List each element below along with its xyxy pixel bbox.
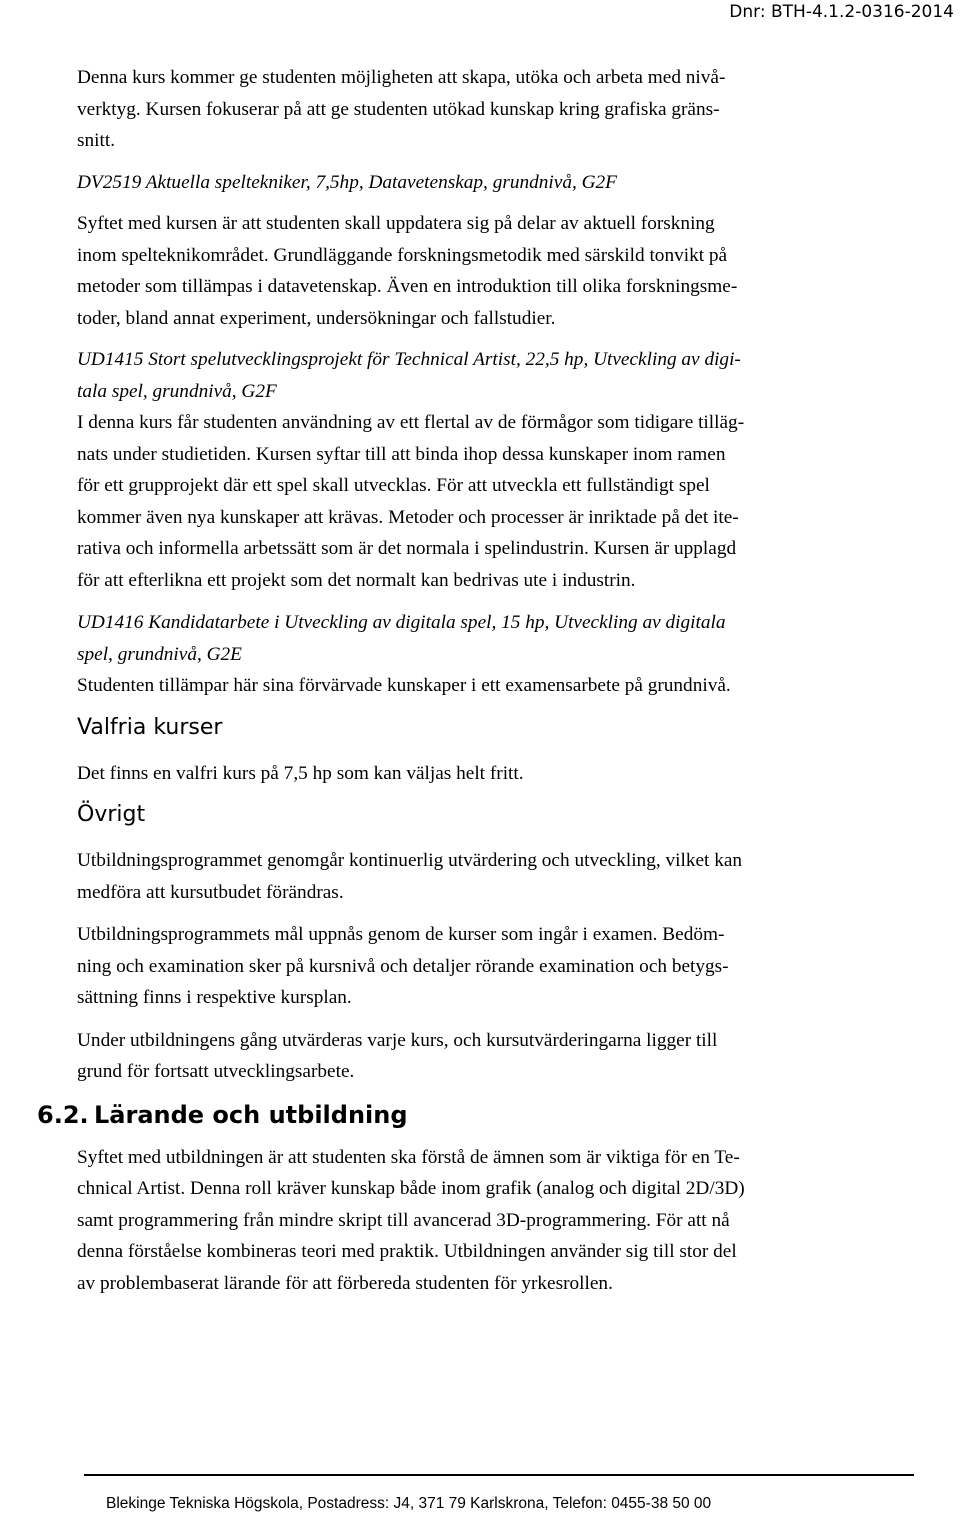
valfria-text: Det finns en valfri kurs på 7,5 hp som kan väljas helt fritt. xyxy=(77,762,524,784)
text-line: Syftet med kursen är att studenten skall uppdatera sig på delar av aktuell forskning xyxy=(77,213,715,234)
course-title-line: tala spel, grundnivå, G2F xyxy=(77,380,277,402)
text-line: för ett grupprojekt där ett spel skall utvecklas. För att utveckla ett fullständigt spel xyxy=(77,475,710,496)
ovrigt-paragraph-2 xyxy=(77,919,907,1014)
course-dv2519-description xyxy=(77,208,907,334)
page-content xyxy=(37,62,907,1299)
heading-ovrigt: Övrigt xyxy=(77,802,146,827)
text-line: nats under studietiden. Kursen syftar till att binda ihop dessa kunskaper inom ramen xyxy=(77,443,726,465)
course-title-line: UD1416 Kandidatarbete i Utveckling av digitala spel, 15 hp, Utveckling av digitala xyxy=(77,612,726,633)
text-line: grund för fortsatt utvecklingsarbete. xyxy=(77,1061,355,1082)
text-line: rativa och informella arbetssätt som är det normala i spelindustrin. Kursen är upplagd xyxy=(77,538,737,559)
text-line: medföra att kursutbudet förändras. xyxy=(77,881,344,903)
text-line: snitt. xyxy=(77,130,116,151)
course-ud1415 xyxy=(77,344,907,596)
text-line: sättning finns i respektive kursplan. xyxy=(77,987,352,1008)
ovrigt-paragraph-3 xyxy=(77,1025,907,1088)
course-title: DV2519 Aktuella speltekniker, 7,5hp, Datavetenskap, grundnivå, G2F xyxy=(77,171,617,193)
text-line: för att efterlikna ett projekt som det normalt kan bedrivas ute i industrin. xyxy=(77,569,636,591)
text-line: metoder som tillämpas i datavetenskap. Även en introduktion till olika forskningsme- xyxy=(77,276,738,297)
course-title-line: UD1415 Stort spelutvecklingsprojekt för Technical Artist, 22,5 hp, Utveckling av digi- xyxy=(77,349,741,370)
section-6-2-paragraph xyxy=(77,1142,907,1300)
text-line: verktyg. Kursen fokuserar på att ge studenten utökad kunskap kring grafiska gräns- xyxy=(77,98,720,120)
text-line: samt programmering från mindre skript till avancerad 3D-programmering. För att nå xyxy=(77,1209,730,1231)
section-title: Lärande och utbildning xyxy=(94,1100,408,1129)
intro-paragraph xyxy=(77,62,907,157)
text-line: kommer även nya kunskaper att krävas. Metoder och processer är inriktade på det ite- xyxy=(77,506,739,528)
text-line: Under utbildningens gång utvärderas varje kurs, och kursutvärderingarna ligger till xyxy=(77,1029,718,1051)
text-line: Denna kurs kommer ge studenten möjligheten att skapa, utöka och arbeta med nivå- xyxy=(77,67,726,88)
text-line: Syftet med utbildningen är att studenten ska förstå de ämnen som är viktiga för en Te- xyxy=(77,1146,740,1168)
heading-valfria-kurser: Valfria kurser xyxy=(77,714,223,740)
text-line: I denna kurs får studenten användning av ett flertal av de förmågor som tidigare tilläg- xyxy=(77,412,745,433)
text-line: ning och examination sker på kursnivå och detaljer rörande examination och betygs- xyxy=(77,955,729,977)
text-line: Studenten tillämpar här sina förvärvade kunskaper i ett examensarbete på grundnivå. xyxy=(77,675,731,696)
course-dv2519 xyxy=(77,167,907,199)
document-number: Dnr: BTH-4.1.2-0316-2014 xyxy=(729,2,954,22)
text-line: av problembaserat lärande för att förbereda studenten för yrkesrollen. xyxy=(77,1272,613,1294)
text-line: denna förståelse kombineras teori med praktik. Utbildningen använder sig till stor del xyxy=(77,1241,737,1262)
course-title-line: spel, grundnivå, G2E xyxy=(77,643,242,665)
footer-address: Blekinge Tekniska Högskola, Postadress: J4, 371 79 Karlskrona, Telefon: 0455-38 50 00 xyxy=(106,1495,712,1512)
text-line: toder, bland annat experiment, undersökningar och fallstudier. xyxy=(77,307,556,329)
section-heading-6-2 xyxy=(37,1098,907,1132)
text-line: inom spelteknikområdet. Grundläggande forskningsmetodik med särskild tonvikt på xyxy=(77,244,728,266)
course-ud1416 xyxy=(77,607,907,702)
ovrigt-paragraph-1 xyxy=(77,845,907,908)
text-line: Utbildningsprogrammets mål uppnås genom de kurser som ingår i examen. Bedöm- xyxy=(77,924,725,945)
text-line: chnical Artist. Denna roll kräver kunskap både inom grafik (analog och digital 2D/3D) xyxy=(77,1178,745,1199)
section-number: 6.2. xyxy=(37,1100,89,1129)
text-line: Utbildningsprogrammet genomgår kontinuerlig utvärdering och utveckling, vilket kan xyxy=(77,850,743,871)
footer-divider xyxy=(84,1474,914,1476)
